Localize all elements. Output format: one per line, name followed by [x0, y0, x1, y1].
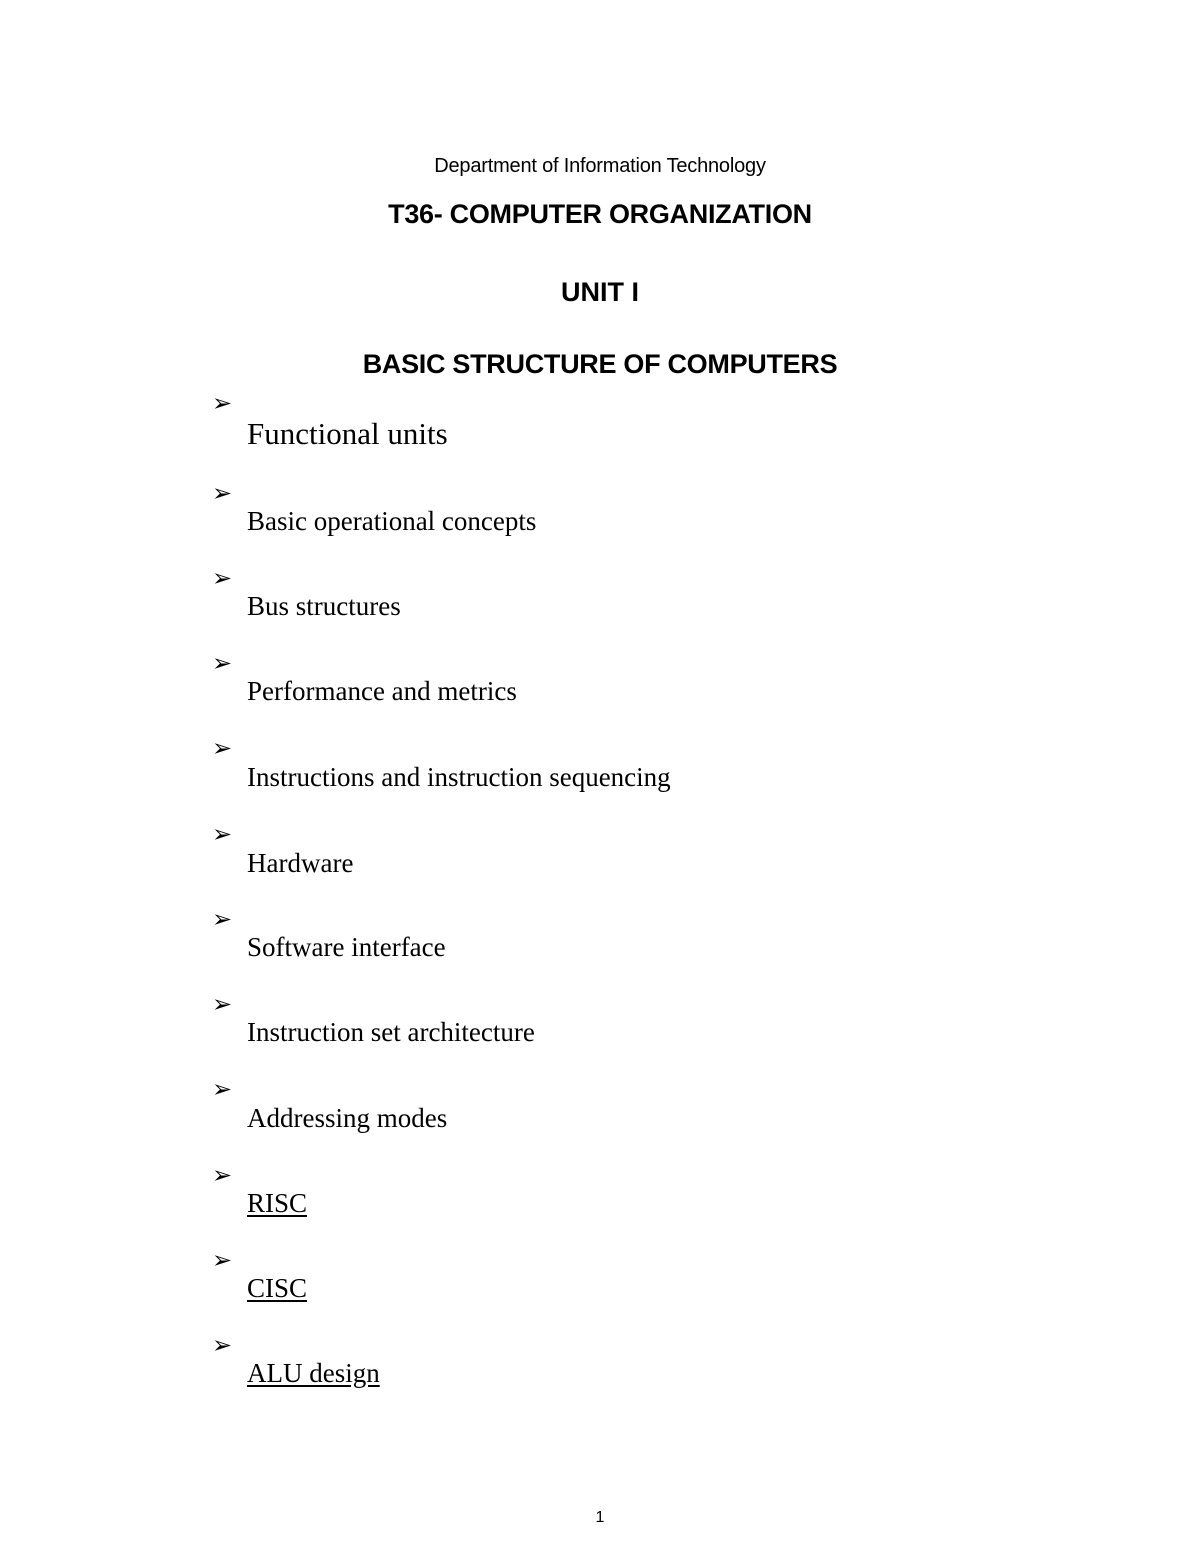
topic-item: Addressing modes [247, 1103, 448, 1133]
topic-item: Functional units [247, 416, 448, 451]
page-number: 1 [595, 1509, 605, 1526]
topic-link-risc[interactable]: RISC [247, 1188, 308, 1218]
bullet-arrow-icon: ➢ [212, 1331, 233, 1359]
bullet-arrow-icon: ➢ [212, 905, 233, 933]
topic-link-alu-design[interactable]: ALU design [247, 1358, 380, 1388]
topic-item: Basic operational concepts [247, 506, 537, 536]
bullet-arrow-icon: ➢ [212, 820, 233, 848]
bullet-arrow-icon: ➢ [212, 1246, 233, 1274]
topic-item: Hardware [247, 848, 354, 878]
topic-link-cisc[interactable]: CISC [247, 1273, 308, 1303]
topic-item: Instructions and instruction sequencing [247, 762, 671, 792]
bullet-arrow-icon: ➢ [212, 1161, 233, 1189]
section-title: BASIC STRUCTURE OF COMPUTERS [362, 349, 838, 379]
topic-item: Bus structures [247, 591, 401, 621]
bullet-arrow-icon: ➢ [212, 564, 233, 592]
department-name: Department of Information Technology [434, 155, 766, 177]
bullet-arrow-icon: ➢ [212, 990, 233, 1018]
topic-item: Performance and metrics [247, 676, 517, 706]
bullet-arrow-icon: ➢ [212, 479, 233, 507]
bullet-arrow-icon: ➢ [212, 734, 233, 762]
bullet-arrow-icon: ➢ [212, 1075, 233, 1103]
course-title: T36- COMPUTER ORGANIZATION [388, 199, 812, 229]
unit-heading: UNIT I [561, 277, 639, 307]
bullet-arrow-icon: ➢ [212, 389, 233, 417]
bullet-arrow-icon: ➢ [212, 649, 233, 677]
topic-item: Instruction set architecture [247, 1017, 535, 1047]
topic-item: Software interface [247, 932, 446, 962]
